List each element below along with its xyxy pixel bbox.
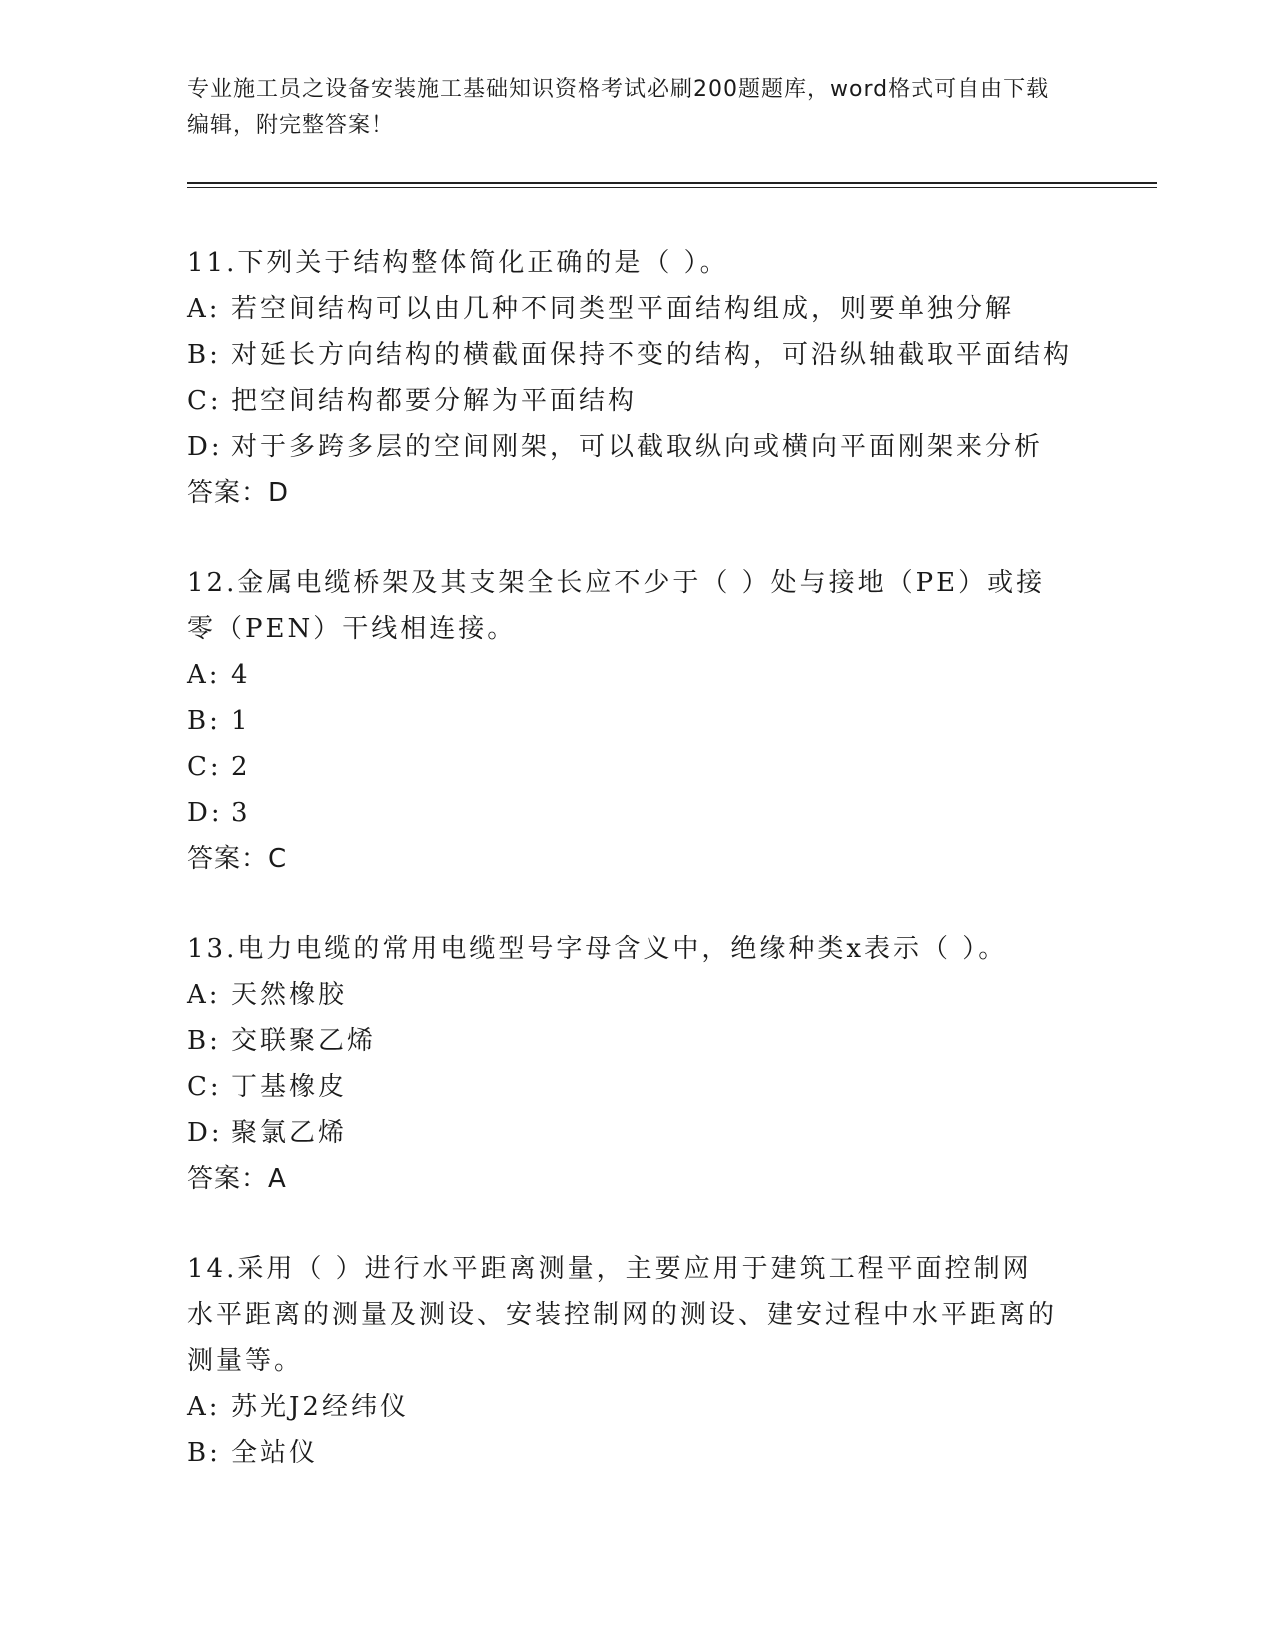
option-text: 4 xyxy=(231,660,251,690)
option-letter: B: xyxy=(187,1438,221,1468)
option-letter: C: xyxy=(187,1072,222,1102)
option-a xyxy=(187,286,1157,332)
option-text: 天然橡胶 xyxy=(231,980,348,1010)
option-a xyxy=(187,972,1157,1018)
option-text: 对于多跨多层的空间刚架，可以截取纵向或横向平面刚架来分析 xyxy=(231,432,1044,462)
option-text: 苏光J2经纬仪 xyxy=(231,1392,409,1422)
option-text: 1 xyxy=(231,706,251,736)
option-text: 丁基橡皮 xyxy=(231,1072,348,1102)
option-c xyxy=(187,744,1157,790)
option-letter: B: xyxy=(187,1026,221,1056)
option-c xyxy=(187,378,1157,424)
option-b xyxy=(187,1018,1157,1064)
answer-line: 答案：C xyxy=(187,844,288,874)
question-stem: 13.电力电缆的常用电缆型号字母含义中，绝缘种类x表示（ ）。 xyxy=(187,934,1008,964)
option-d xyxy=(187,424,1157,470)
question-stem: 11.下列关于结构整体简化正确的是（ ）。 xyxy=(187,248,729,278)
question-item xyxy=(187,926,1157,1202)
document-header: 专业施工员之设备安装施工基础知识资格考试必刷200题题库，word格式可自由下载编辑，附完整答案！ xyxy=(187,77,1050,138)
option-d xyxy=(187,1110,1157,1156)
option-d xyxy=(187,790,1157,836)
option-letter: A: xyxy=(187,980,221,1010)
question-list xyxy=(187,240,1157,1476)
option-letter: C: xyxy=(187,386,222,416)
option-letter: D: xyxy=(187,432,223,462)
question-item xyxy=(187,560,1157,882)
option-letter: C: xyxy=(187,752,222,782)
option-text: 3 xyxy=(231,798,251,828)
question-stem: 14.采用（ ）进行水平距离测量，主要应用于建筑工程平面控制网水平距离的测量及测设、安装控制网的测设、建安过程中水平距离的测量等。 xyxy=(187,1254,1058,1376)
option-b xyxy=(187,698,1157,744)
option-c xyxy=(187,1064,1157,1110)
option-text: 聚氯乙烯 xyxy=(231,1118,348,1148)
option-text: 把空间结构都要分解为平面结构 xyxy=(231,386,638,416)
option-letter: B: xyxy=(187,706,221,736)
option-letter: B: xyxy=(187,340,221,370)
option-text: 交联聚乙烯 xyxy=(231,1026,377,1056)
question-item xyxy=(187,1246,1157,1476)
option-a xyxy=(187,652,1157,698)
option-text: 若空间结构可以由几种不同类型平面结构组成，则要单独分解 xyxy=(231,294,1015,324)
option-letter: D: xyxy=(187,1118,223,1148)
option-b xyxy=(187,1430,1157,1476)
question-stem: 12.金属电缆桥架及其支架全长应不少于（ ）处与接地（PE）或接零（PEN）干线相连接。 xyxy=(187,568,1046,644)
option-b xyxy=(187,332,1157,378)
option-text: 对延长方向结构的横截面保持不变的结构，可沿纵轴截取平面结构 xyxy=(231,340,1073,370)
option-letter: D: xyxy=(187,798,223,828)
question-item xyxy=(187,240,1157,516)
option-letter: A: xyxy=(187,660,221,690)
answer-line: 答案：A xyxy=(187,1164,287,1194)
option-letter: A: xyxy=(187,294,221,324)
option-text: 2 xyxy=(231,752,251,782)
option-text: 全站仪 xyxy=(231,1438,319,1468)
option-letter: A: xyxy=(187,1392,221,1422)
document-page xyxy=(187,72,1157,1520)
header-divider xyxy=(187,182,1157,188)
option-a xyxy=(187,1384,1157,1430)
answer-line: 答案：D xyxy=(187,478,290,508)
